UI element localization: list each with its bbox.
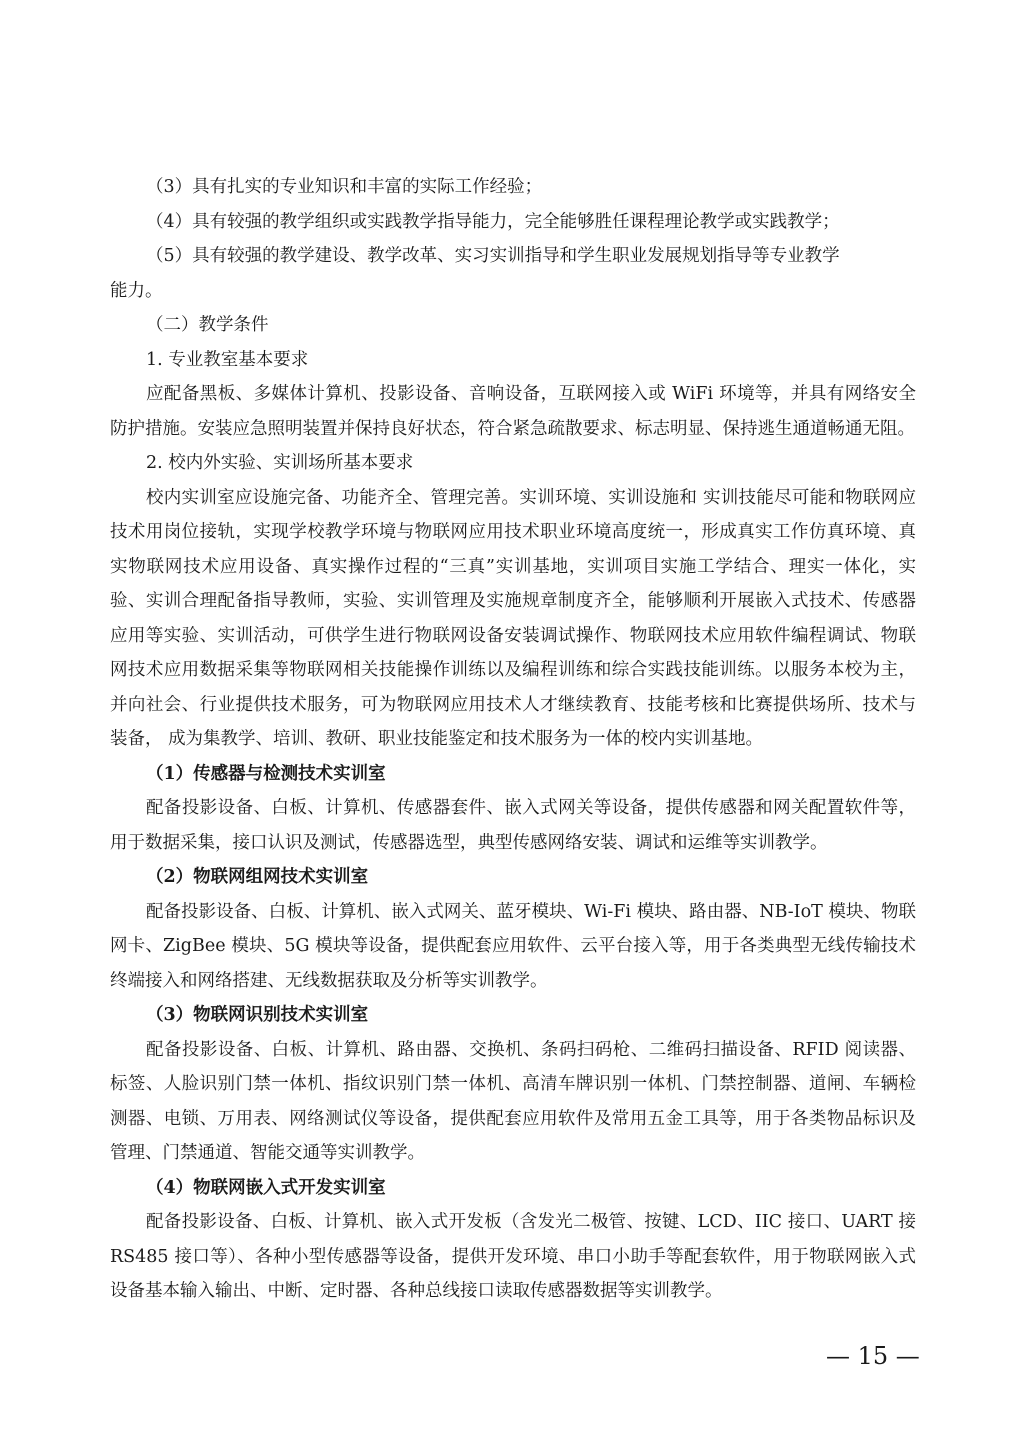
subsection-heading: 1. 专业教室基本要求 — [146, 350, 309, 370]
text-line: （3）具有扎实的专业知识和丰富的实际工作经验； — [146, 177, 543, 197]
paragraph-line: 测器、电锁、万用表、网络测试仪等设备，提供配套应用软件及常用五金工具等，用于各类物品标识及 — [110, 1109, 916, 1129]
paragraph-line: 配备投影设备、白板、计算机、嵌入式网关、蓝牙模块、Wi-Fi 模块、路由器、NB-IoT 模块、物联 — [146, 902, 916, 922]
paragraph-line: RS485 接口等）、各种小型传感器等设备，提供开发环境、串口小助手等配套软件，用于物联网嵌入式 — [110, 1247, 916, 1267]
paragraph-line: 网卡、ZigBee 模块、5G 模块等设备，提供配套应用软件、云平台接入等，用于各类典型无线传输技术 — [110, 936, 916, 956]
text-line: 能力。 — [110, 281, 163, 301]
paragraph-line: 管理、门禁通道、智能交通等实训教学。 — [110, 1143, 425, 1163]
paragraph-line: 技术用岗位接轨，实现学校教学环境与物联网应用技术职业环境高度统一，形成真实工作仿真环境、真 — [110, 522, 916, 542]
paragraph-line: 用于数据采集，接口认识及测试，传感器选型，典型传感网络安装、调试和运维等实训教学。 — [110, 833, 828, 853]
lab-heading: （4）物联网嵌入式开发实训室 — [146, 1178, 386, 1198]
paragraph-line: 校内实训室应设施完备、功能齐全、管理完善。实训环境、实训设施和 实训技能尽可能和物联网应 — [146, 488, 916, 508]
paragraph-line: 验、实训合理配备指导教师，实验、实训管理及实施规章制度齐全，能够顺利开展嵌入式技术、传感器 — [110, 591, 916, 611]
lab-heading: （3）物联网识别技术实训室 — [146, 1005, 369, 1025]
paragraph-line: 配备投影设备、白板、计算机、路由器、交换机、条码扫码枪、二维码扫描设备、RFID 阅读器、 — [146, 1040, 916, 1060]
paragraph-line: 应用等实验、实训活动，可供学生进行物联网设备安装调试操作、物联网技术应用软件编程调试、物联 — [110, 626, 916, 646]
lab-heading: （1）传感器与检测技术实训室 — [146, 764, 386, 784]
paragraph-line: 网技术应用数据采集等物联网相关技能操作训练以及编程训练和综合实践技能训练。以服务本校为主， — [110, 660, 916, 680]
paragraph-line: 标签、人脸识别门禁一体机、指纹识别门禁一体机、高清车牌识别一体机、门禁控制器、道闸、车辆检 — [110, 1074, 916, 1094]
section-heading: （二）教学条件 — [146, 315, 269, 335]
paragraph-line: 终端接入和网络搭建、无线数据获取及分析等实训教学。 — [110, 971, 548, 991]
page-number: — 15 — — [826, 1342, 920, 1370]
paragraph-line: 防护措施。安装应急照明装置并保持良好状态，符合紧急疏散要求、标志明显、保持逃生通道畅通无阻。 — [110, 419, 915, 439]
paragraph-line: 配备投影设备、白板、计算机、嵌入式开发板（含发光二极管、按键、LCD、IIC 接口、UART 接 — [146, 1212, 916, 1232]
text-line: （5）具有较强的教学建设、教学改革、实习实训指导和学生职业发展规划指导等专业教学 — [146, 246, 840, 266]
subsection-heading: 2. 校内外实验、实训场所基本要求 — [146, 453, 414, 473]
text-line: （4）具有较强的教学组织或实践教学指导能力，完全能够胜任课程理论教学或实践教学； — [146, 212, 840, 232]
paragraph-line: 应配备黑板、多媒体计算机、投影设备、音响设备，互联网接入或 WiFi 环境等，并具有网络安全 — [146, 384, 916, 404]
paragraph-line: 实物联网技术应用设备、真实操作过程的“三真”实训基地，实训项目实施工学结合、理实一体化，实 — [110, 557, 916, 577]
paragraph-line: 配备投影设备、白板、计算机、传感器套件、嵌入式网关等设备，提供传感器和网关配置软件等， — [146, 798, 916, 818]
paragraph-line: 装备， 成为集教学、培训、教研、职业技能鉴定和技术服务为一体的校内实训基地。 — [110, 729, 764, 749]
lab-heading: （2）物联网组网技术实训室 — [146, 867, 369, 887]
paragraph-line: 设备基本输入输出、中断、定时器、各种总线接口读取传感器数据等实训教学。 — [110, 1281, 723, 1301]
paragraph-line: 并向社会、行业提供技术服务，可为物联网应用技术人才继续教育、技能考核和比赛提供场所、技术与 — [110, 695, 916, 715]
